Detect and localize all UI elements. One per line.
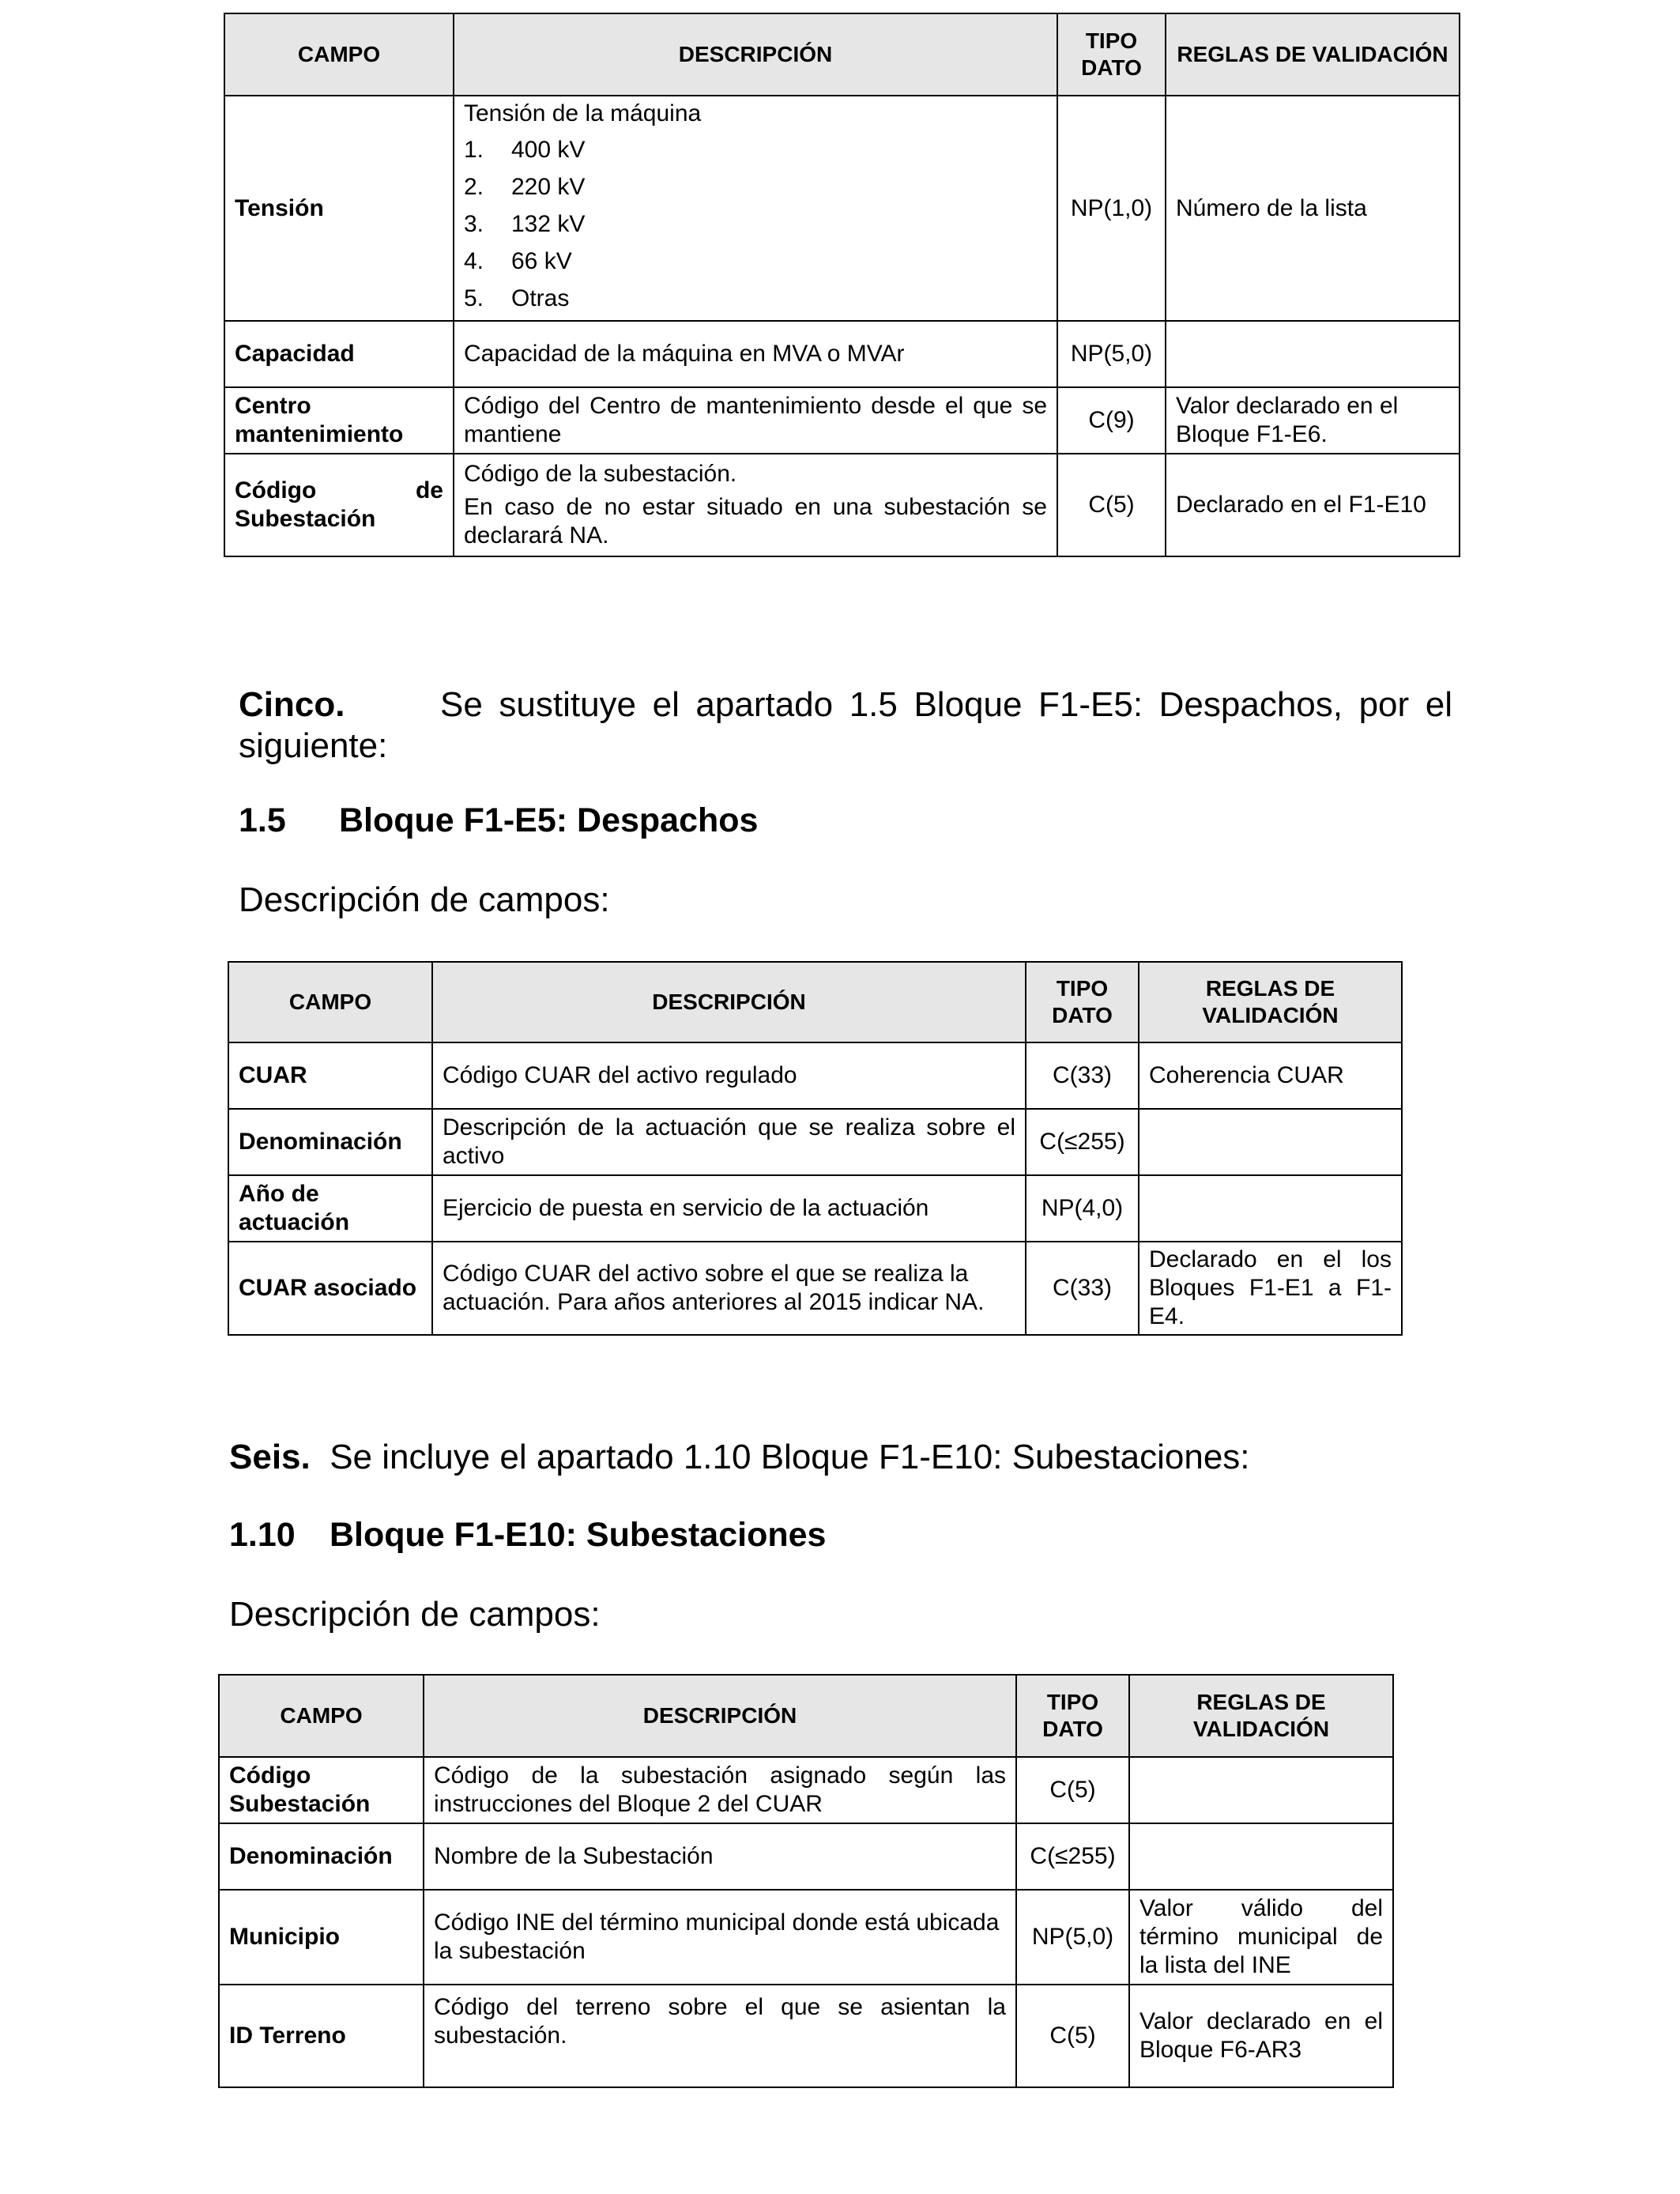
header-descripcion: DESCRIPCIÓN [432,962,1026,1042]
section-number: 1.5 [239,801,286,839]
row-tipo: C(5) [1016,1757,1129,1823]
section-subtitle: Descripción de campos: [229,1595,601,1634]
list-value: 400 kV [511,137,586,163]
row-tipo: C(33) [1026,1242,1139,1335]
row-descripcion: Nombre de la Subestación [424,1823,1016,1890]
row-descripcion: Código CUAR del activo sobre el que se realiza la actuación. Para años anteriores al 2015 indicar NA. [432,1242,1026,1335]
row-tipo: NP(1,0) [1057,96,1166,321]
table-row [228,1175,1402,1242]
header-tipo-dato: TIPO DATO [1057,13,1166,96]
row-reglas [1139,1109,1402,1175]
row-campo: Tensión [224,96,454,321]
row-reglas [1129,1757,1393,1823]
row-campo: Denominación [228,1109,432,1175]
table-row [228,1109,1402,1175]
section-number: 1.10 [229,1516,296,1554]
table-row [224,387,1460,454]
row-reglas: Número de la lista [1166,96,1460,321]
list-number: 1. [464,137,484,163]
row-reglas: Valor declarado en el Bloque F1-E6. [1166,387,1460,454]
cinco-label: Cinco. [239,685,345,724]
table-row [228,1042,1402,1109]
list-item [464,243,1047,280]
campo-line-1 [235,477,443,505]
row-descripcion [454,454,1057,556]
row-descripcion: Ejercicio de puesta en servicio de la actuación [432,1175,1026,1242]
row-descripcion: Código del Centro de mantenimiento desde el que se mantiene [454,387,1057,454]
table-row [219,1890,1393,1985]
cinco-text-2: siguiente: [239,726,388,765]
table-row [219,1985,1393,2087]
row-tipo: NP(5,0) [1057,321,1166,387]
row-tipo: C(33) [1026,1042,1139,1109]
row-campo: Denominación [219,1823,424,1890]
row-tipo: C(≤255) [1016,1823,1129,1890]
paragraph-line-1 [239,684,1452,726]
row-descripcion [454,96,1057,321]
row-campo: Centro mantenimiento [224,387,454,454]
table-row [228,1242,1402,1335]
row-tipo: NP(5,0) [1016,1890,1129,1985]
section-title: Bloque F1-E5: Despachos [339,801,759,839]
header-reglas: REGLAS DE VALIDACIÓN [1129,1675,1393,1757]
list-value: 220 kV [511,174,586,200]
list-value: Otras [511,285,570,311]
row-tipo: C(5) [1016,1985,1129,2087]
row-reglas [1139,1175,1402,1242]
row-campo: Municipio [219,1890,424,1985]
row-descripcion: Descripción de la actuación que se realiza sobre el activo [432,1109,1026,1175]
table-header-row [224,13,1460,96]
list-number: 2. [464,174,484,200]
row-descripcion: Código del terreno sobre el que se asientan la subestación. [424,1985,1016,2087]
row-reglas: Declarado en el F1-E10 [1166,454,1460,556]
table-header-row [228,962,1402,1042]
tension-options [464,131,1047,317]
section-subtitle: Descripción de campos: [239,880,610,919]
table-3 [218,1674,1394,2088]
paragraph-seis [229,1437,1250,1478]
table-2 [228,961,1403,1336]
row-reglas: Declarado en el los Bloques F1-E1 a F1-E4. [1139,1242,1402,1335]
seis-text: Se incluye el apartado 1.10 Bloque F1-E10: Subestaciones: [330,1438,1250,1476]
header-campo: CAMPO [228,962,432,1042]
list-number: 3. [464,211,484,237]
header-tipo-dato: TIPO DATO [1026,962,1139,1042]
row-campo: Año de actuación [228,1175,432,1242]
seis-label: Seis. [229,1438,311,1476]
table-row [224,96,1460,321]
list-number: 4. [464,248,484,274]
list-item [464,205,1047,243]
header-campo: CAMPO [224,13,454,96]
row-tipo: C(9) [1057,387,1166,454]
table-row [224,321,1460,387]
header-tipo-dato: TIPO DATO [1016,1675,1129,1757]
table-row [219,1757,1393,1823]
paragraph-cinco [239,684,1452,767]
row-descripcion: Capacidad de la máquina en MVA o MVAr [454,321,1057,387]
campo-word: de [415,477,443,503]
desc-line-2: En caso de no estar situado en una subestación se declarará NA. [464,494,1047,548]
row-descripcion: Código CUAR del activo regulado [432,1042,1026,1109]
list-value: 132 kV [511,211,586,237]
campo-line-2: Subestación [235,506,376,532]
row-tipo: C(5) [1057,454,1166,556]
row-tipo: NP(4,0) [1026,1175,1139,1242]
row-campo [224,454,454,556]
list-item [464,168,1047,205]
row-descripcion: Código INE del término municipal donde está ubicada la subestación [424,1890,1016,1985]
row-tipo: C(≤255) [1026,1109,1139,1175]
row-reglas: Valor válido del término municipal de la lista del INE [1129,1890,1393,1985]
list-item [464,280,1047,317]
row-reglas: Coherencia CUAR [1139,1042,1402,1109]
list-value: 66 kV [511,248,572,274]
row-reglas [1129,1823,1393,1890]
row-reglas: Valor declarado en el Bloque F6-AR3 [1129,1985,1393,2087]
header-reglas: REGLAS DE VALIDACIÓN [1166,13,1460,96]
desc-line-1: Código de la subestación. [464,461,737,487]
row-campo: Capacidad [224,321,454,387]
header-descripcion: DESCRIPCIÓN [454,13,1057,96]
desc-title: Tensión de la máquina [464,100,702,126]
table-row [219,1823,1393,1890]
section-heading-1-5 [239,801,758,840]
row-campo: CUAR [228,1042,432,1109]
row-descripcion: Código de la subestación asignado según las instrucciones del Bloque 2 del CUAR [424,1757,1016,1823]
table-1 [224,13,1460,557]
row-reglas [1166,321,1460,387]
cinco-text: Se sustituye el apartado 1.5 Bloque F1-E5: Despachos, por el [440,685,1452,724]
section-heading-1-10 [229,1516,826,1555]
header-reglas: REGLAS DE VALIDACIÓN [1139,962,1402,1042]
row-campo: CUAR asociado [228,1242,432,1335]
table-header-row [219,1675,1393,1757]
list-item [464,131,1047,168]
section-title: Bloque F1-E10: Subestaciones [330,1516,827,1554]
row-campo: ID Terreno [219,1985,424,2087]
table-row [224,454,1460,556]
header-descripcion: DESCRIPCIÓN [424,1675,1016,1757]
campo-word: Código [235,477,317,503]
list-number: 5. [464,285,484,311]
row-campo: Código Subestación [219,1757,424,1823]
header-campo: CAMPO [219,1675,424,1757]
